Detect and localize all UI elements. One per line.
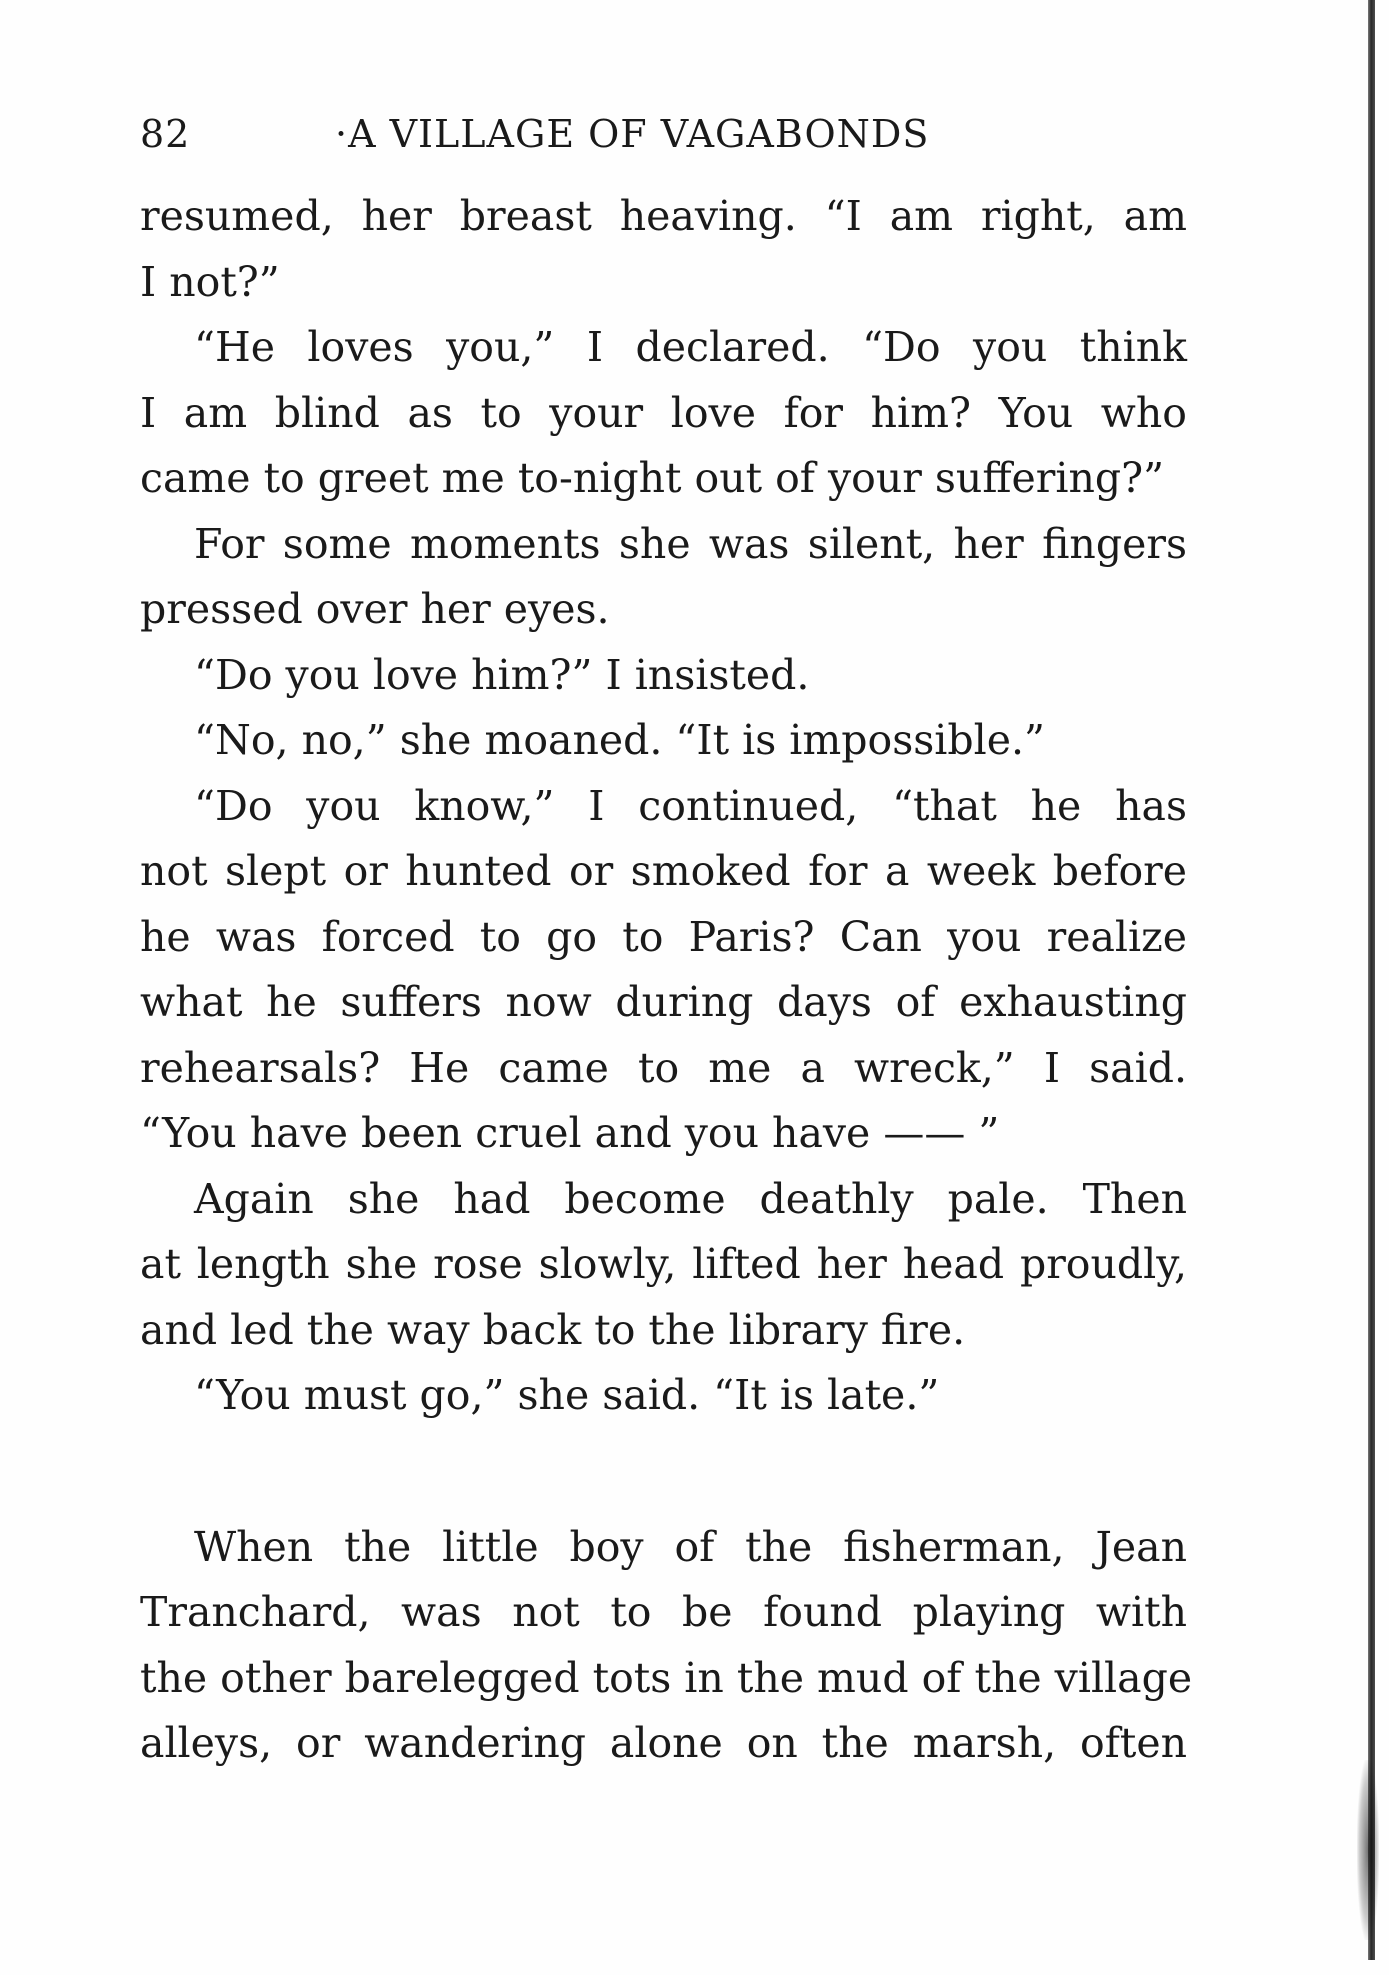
- text-line: “He loves you,” I declared. “Do you think: [194, 323, 1187, 371]
- paragraph: [140, 708, 1187, 774]
- paragraph: [140, 512, 1187, 643]
- text-line: and led the way back to the library fire.: [140, 1305, 966, 1354]
- text-line: “You have been cruel and you have —— ”: [140, 1109, 1000, 1157]
- running-head: [140, 112, 1190, 172]
- text-line: the other barelegged tots in the mud of the village: [140, 1653, 1193, 1702]
- text-line: “You must go,” she said. “It is late.”: [194, 1371, 940, 1419]
- page-edge-shadow: [1368, 0, 1375, 1960]
- text-line: pressed over her eyes.: [140, 585, 610, 633]
- text-line: Again she had become deathly pale. Then: [194, 1174, 1187, 1223]
- running-title: ·A VILLAGE OF VAGABONDS: [335, 112, 930, 156]
- text-line: what he suffers now during days of exhausting: [140, 978, 1187, 1026]
- paragraph: [140, 184, 1187, 315]
- text-line: alleys, or wandering alone on the marsh, often: [140, 1719, 1187, 1767]
- text-line: For some moments she was silent, her fingers: [194, 519, 1187, 568]
- paragraph: [140, 774, 1187, 1167]
- text-line: he was forced to go to Paris? Can you realize: [140, 912, 1187, 961]
- text-line: I not?”: [140, 257, 280, 306]
- paragraph: [140, 1515, 1193, 1777]
- text-line: “Do you know,” I continued, “that he has: [194, 781, 1187, 830]
- body-text: [140, 184, 1193, 1777]
- page-number: 82: [140, 112, 191, 156]
- paragraph: [140, 1167, 1187, 1364]
- paragraph: [140, 643, 1187, 709]
- paragraph: [140, 1363, 1187, 1429]
- text-line: resumed, her breast heaving. “I am right, am: [140, 192, 1187, 240]
- text-line: at length she rose slowly, lifted her head proudly,: [140, 1240, 1187, 1288]
- text-line: I am blind as to your love for him? You who: [140, 388, 1187, 437]
- text-line: not slept or hunted or smoked for a week before: [140, 847, 1187, 895]
- text-line: came to greet me to-night out of your suffering?”: [140, 454, 1165, 502]
- text-line: “No, no,” she moaned. “It is impossible.”: [194, 716, 1046, 764]
- paragraph: [140, 315, 1187, 512]
- page-edge-smudge: [1357, 1760, 1379, 1940]
- text-line: When the little boy of the fisherman, Jean: [194, 1522, 1187, 1571]
- text-line: rehearsals? He came to me a wreck,” I said.: [140, 1043, 1187, 1092]
- text-line: Tranchard, was not to be found playing with: [140, 1588, 1187, 1636]
- section-break: [140, 1429, 1187, 1515]
- text-line: “Do you love him?” I insisted.: [194, 650, 810, 699]
